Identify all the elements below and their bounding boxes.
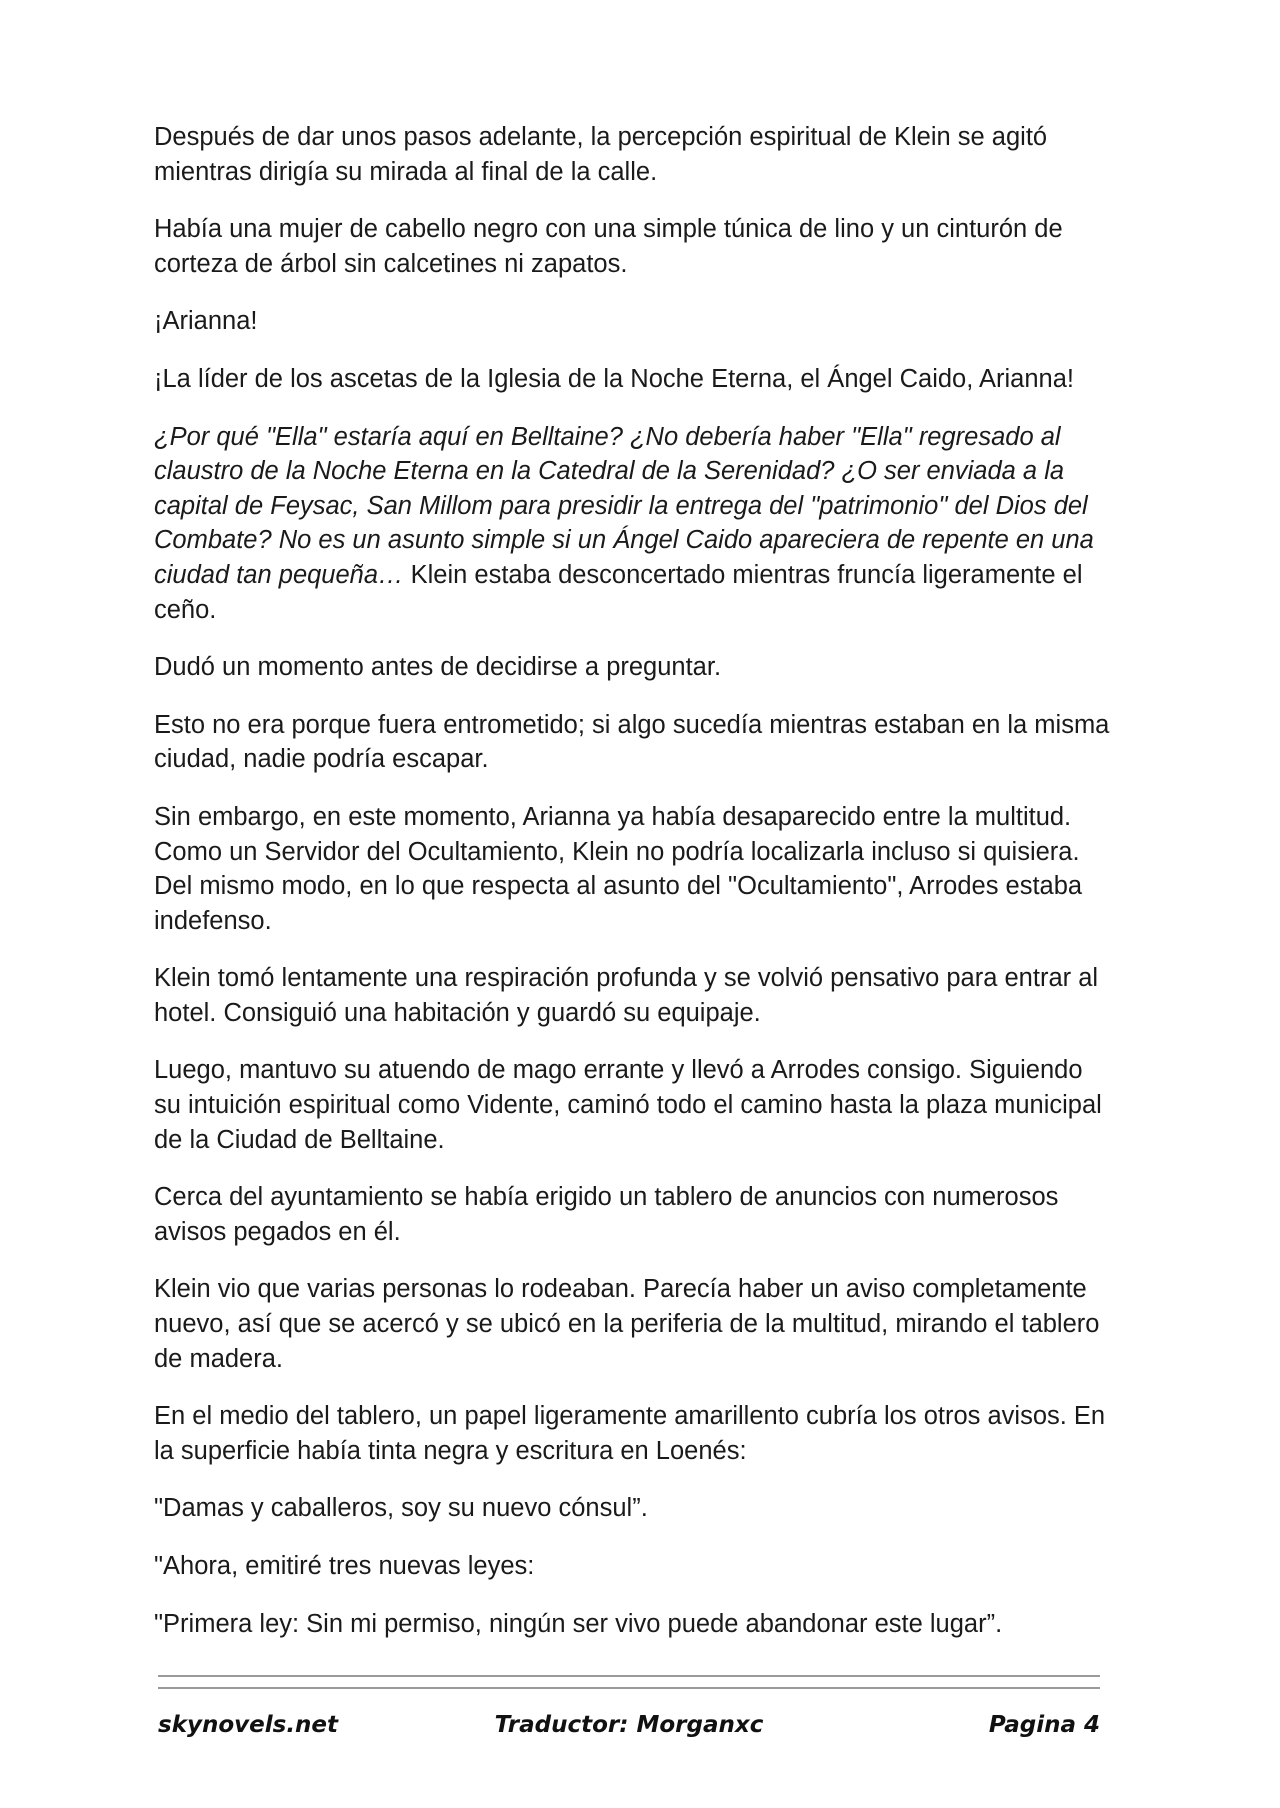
footer-divider-top — [158, 1675, 1100, 1677]
paragraph-9: Klein tomó lentamente una respiración profunda y se volvió pensativo para entrar al hotel. Consiguió una habitación y guardó su equipaje. — [154, 964, 1099, 1027]
paragraph-3: ¡Arianna! — [154, 307, 258, 336]
footer-site: skynovels.net — [158, 1712, 339, 1738]
document-body — [154, 120, 1114, 1664]
paragraph-8: Sin embargo, en este momento, Arianna ya había desaparecido entre la multitud. Como un Servidor del Ocultamiento, Klein no podría localizarla incluso si quisiera. Del mismo modo, en lo que respecta al asunto del "Ocultamiento", Arrodes estaba indefenso. — [154, 802, 1083, 935]
paragraph-14: "Damas y caballeros, soy su nuevo cónsul”. — [154, 1494, 648, 1523]
footer-translator: Traductor: Morganxc — [494, 1712, 764, 1738]
paragraph-6: Dudó un momento antes de decidirse a preguntar. — [154, 653, 722, 682]
paragraph-1: Después de dar unos pasos adelante, la percepción espiritual de Klein se agitó mientras dirigía su mirada al final de la calle. — [154, 123, 1048, 186]
italic-thought: ¿Por qué "Ella" estaría aquí en Belltaine? ¿No debería haber "Ella" regresado al claustro de la Noche Eterna en la Catedral de la Serenidad? ¿O ser enviada a la capital de Feysac, San Millom para presidir la entrega del "patrimonio" del Dios del Combate? No es un asunto simple si un Ángel Caido apareciera de repente en una ciudad tan pequeña… — [154, 422, 1094, 589]
paragraph-5-narration: Klein estaba desconcertado mientras fruncía ligeramente el ceño. — [154, 560, 1083, 624]
paragraph-10: Luego, mantuvo su atuendo de mago errante y llevó a Arrodes consigo. Siguiendo su intuición espiritual como Vidente, caminó todo el camino hasta la plaza municipal de la Ciudad de Belltaine. — [154, 1056, 1102, 1154]
page-footer — [158, 1712, 1100, 1752]
paragraph-15: "Ahora, emitiré tres nuevas leyes: — [154, 1552, 535, 1580]
paragraph-12: Klein vio que varias personas lo rodeaban. Parecía haber un aviso completamente nuevo, así que se acercó y se ubicó en la periferia de la multitud, mirando el tablero de madera. — [154, 1275, 1100, 1373]
paragraph-7: Esto no era porque fuera entrometido; si algo sucedía mientras estaban en la misma ciudad, nadie podría escapar. — [154, 710, 1110, 774]
paragraph-4: ¡La líder de los ascetas de la Iglesia de la Noche Eterna, el Ángel Caido, Arianna! — [154, 364, 1074, 393]
paragraph-5 — [154, 420, 1114, 628]
paragraph-16: "Primera ley: Sin mi permiso, ningún ser vivo puede abandonar este lugar”. — [154, 1609, 1003, 1638]
paragraph-13: En el medio del tablero, un papel ligeramente amarillento cubría los otros avisos. En la superficie había tinta negra y escritura en Loenés: — [154, 1402, 1106, 1465]
paragraph-2: Había una mujer de cabello negro con una simple túnica de lino y un cinturón de corteza de árbol sin calcetines ni zapatos. — [154, 215, 1063, 278]
footer-divider-bottom — [158, 1687, 1100, 1689]
footer-page-number: Pagina 4 — [988, 1712, 1100, 1738]
paragraph-11: Cerca del ayuntamiento se había erigido un tablero de anuncios con numerosos avisos pegados en él. — [154, 1183, 1059, 1246]
